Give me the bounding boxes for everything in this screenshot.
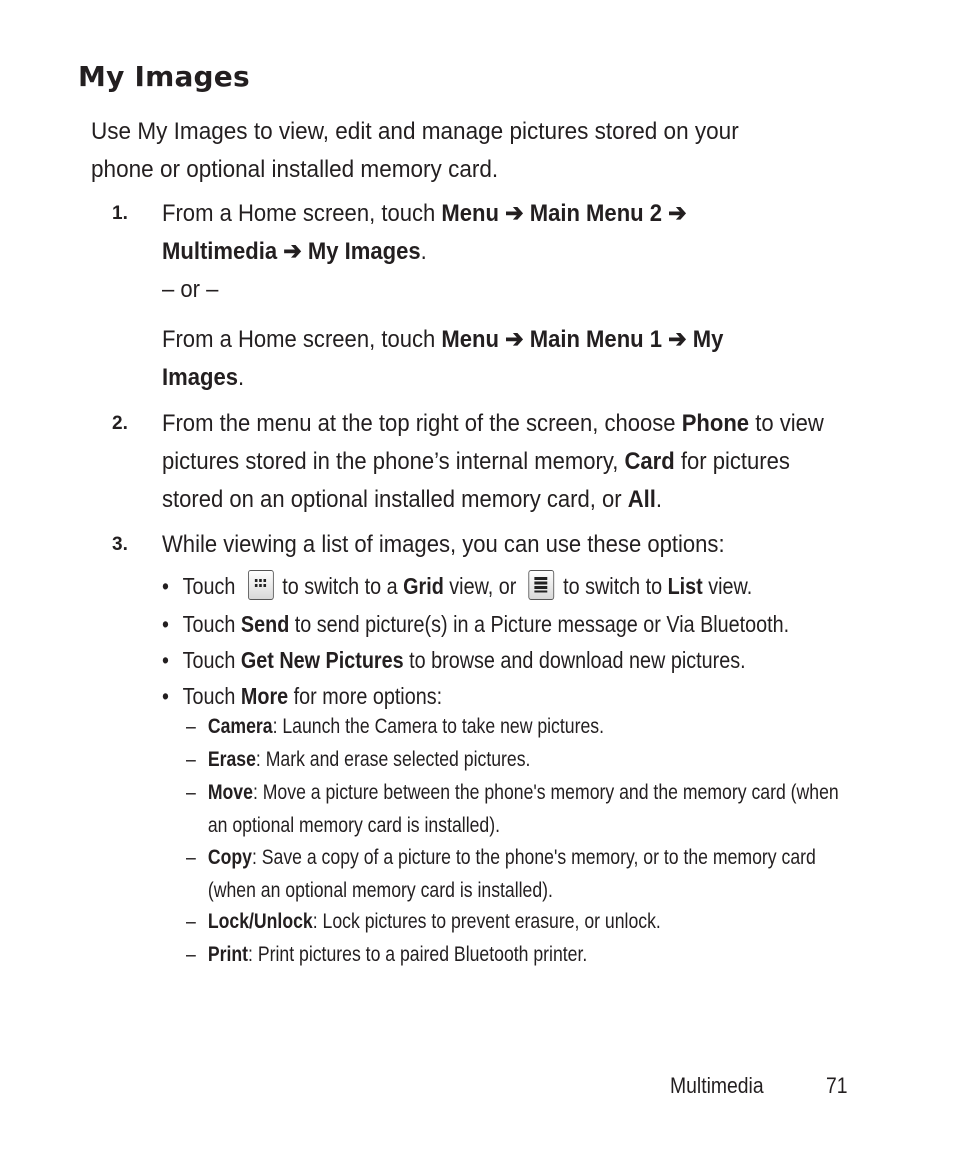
option-desc: : Lock pictures to prevent erasure, or unlock. bbox=[312, 910, 661, 933]
menu-path: Menu ➔ Main Menu 2 ➔ bbox=[441, 200, 687, 227]
send-label: Send bbox=[240, 611, 290, 637]
or-separator: – or – bbox=[162, 276, 219, 303]
text: for more options: bbox=[288, 683, 443, 709]
punct: . bbox=[420, 238, 427, 265]
text: to browse and download new pictures. bbox=[403, 647, 746, 673]
all-option: All bbox=[627, 486, 656, 513]
option-name: Move bbox=[207, 781, 253, 804]
punct: . bbox=[237, 364, 245, 391]
option-name: Copy bbox=[207, 846, 252, 869]
step-number: 1. bbox=[112, 203, 128, 224]
punct: . bbox=[655, 486, 663, 513]
text: view, or bbox=[443, 573, 517, 599]
footer-section: Multimedia bbox=[670, 1073, 764, 1098]
step-1-text: From a Home screen, touch bbox=[162, 200, 442, 227]
alt-menu-path: Menu ➔ Main Menu 1 ➔ My bbox=[441, 326, 724, 353]
text: view. bbox=[702, 573, 753, 599]
step-number: 2. bbox=[112, 413, 128, 434]
text: Touch bbox=[182, 611, 241, 637]
card-option: Card bbox=[624, 448, 675, 475]
text: Touch bbox=[182, 573, 236, 599]
step-text: While viewing a list of images, you can use these options: bbox=[162, 531, 725, 558]
alt-menu-path-cont: Images bbox=[162, 364, 238, 391]
step-number: 3. bbox=[112, 534, 128, 555]
more-label: More bbox=[240, 683, 289, 709]
text: Touch bbox=[182, 683, 241, 709]
intro-paragraph: Use My Images to view, edit and manage pictures stored on your phone or optional installed memory card. bbox=[91, 118, 739, 183]
option-desc: : Move a picture between the phone's memory and the memory card (when an optional memory card is installed). bbox=[207, 781, 839, 837]
get-new-pictures-label: Get New Pictures bbox=[240, 647, 404, 673]
text: to send picture(s) in a Picture message or Via Bluetooth. bbox=[289, 611, 790, 637]
page-title: My Images bbox=[78, 60, 250, 93]
option-name: Camera bbox=[207, 715, 273, 738]
option-name: Lock/Unlock bbox=[207, 910, 313, 933]
option-desc: : Mark and erase selected pictures. bbox=[255, 748, 531, 771]
phone-option: Phone bbox=[681, 410, 750, 437]
option-desc: : Save a copy of a picture to the phone's memory, or to the memory card (when an optional memory card is installed). bbox=[207, 846, 816, 902]
option-name: Erase bbox=[207, 748, 256, 771]
list-item: • Touch More for more options: bbox=[162, 683, 443, 709]
step-1-alt-text: From a Home screen, touch bbox=[162, 326, 442, 353]
list-item: • Touch Get New Pictures to browse and download new pictures. bbox=[162, 647, 746, 673]
grid-label: Grid bbox=[403, 573, 444, 599]
text: to switch to bbox=[563, 573, 668, 599]
text: for pictures stored on an optional installed memory card, or bbox=[162, 448, 790, 513]
text: to view pictures stored in the phone’s internal memory, bbox=[162, 410, 824, 475]
menu-path-cont: Multimedia ➔ My Images bbox=[162, 238, 421, 265]
text: From the menu at the top right of the screen, choose bbox=[162, 410, 682, 437]
list-label: List bbox=[667, 573, 703, 599]
list-item: • Touch Send to send picture(s) in a Picture message or Via Bluetooth. bbox=[162, 611, 790, 637]
list-icon bbox=[529, 570, 555, 600]
step-text bbox=[162, 405, 855, 519]
option-desc: : Launch the Camera to take new pictures. bbox=[272, 715, 605, 738]
text: to switch to a bbox=[282, 573, 404, 599]
option-name: Print bbox=[207, 943, 249, 966]
text: Touch bbox=[182, 647, 241, 673]
option-desc: : Print pictures to a paired Bluetooth printer. bbox=[248, 943, 588, 966]
list-item: • Touch to switch to a Grid view, or to switch to List view. bbox=[162, 568, 752, 604]
page-number: 71 bbox=[826, 1073, 848, 1098]
step-text bbox=[162, 195, 846, 397]
grid-icon bbox=[248, 570, 274, 600]
